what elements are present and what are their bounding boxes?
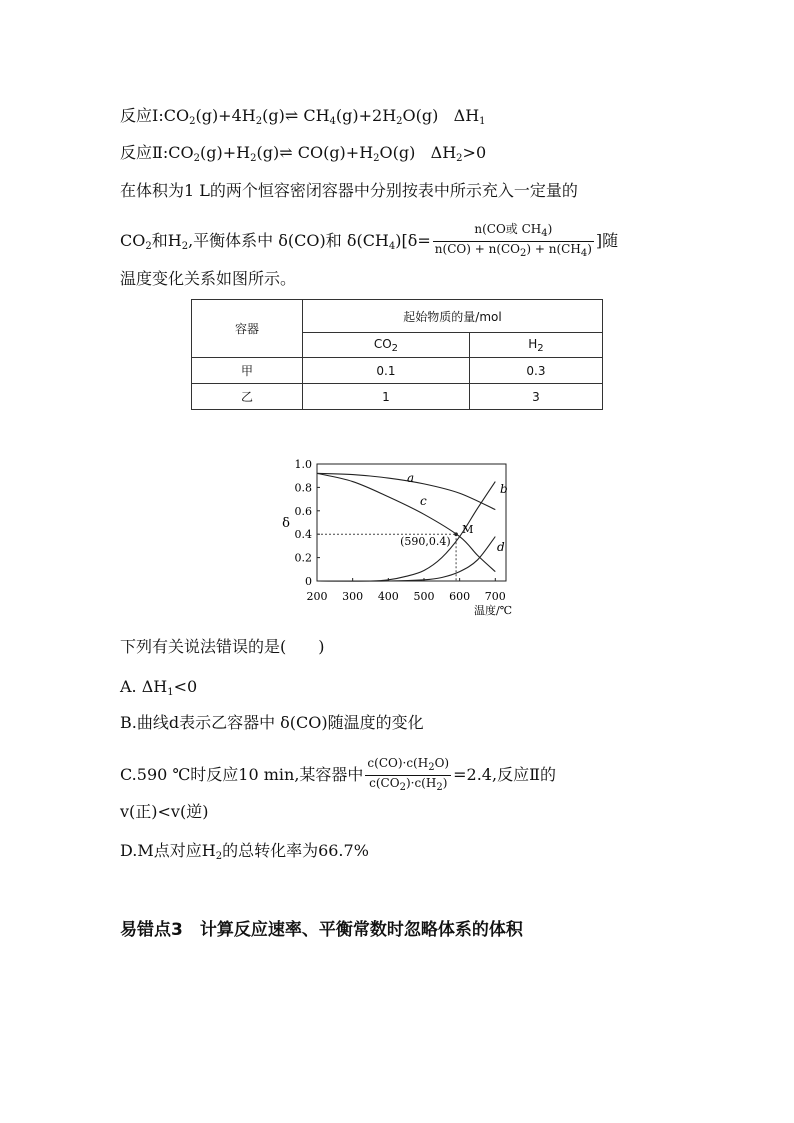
series-line-c	[317, 473, 495, 571]
y-tick-label: 0.6	[294, 504, 312, 518]
header-group: 起始物质的量/mol	[303, 300, 603, 333]
x-tick-label: 700	[484, 590, 506, 603]
option-b: B.曲线d表示乙容器中 δ(CO)随温度的变化	[120, 713, 424, 732]
m-label: M	[462, 523, 474, 537]
initial-amount-table	[191, 299, 603, 410]
x-axis-label: 温度/℃	[473, 604, 513, 617]
header-container: 容器	[192, 300, 303, 358]
header-h2: $H_2$	[469, 333, 602, 358]
option-c: C.590 ℃时反应10 min,某容器中 $\frac{c(CO)\cdot c(H_2O)}{c(CO_2)\cdot c(H_2)}$ =2.4,反应Ⅱ的	[120, 756, 556, 793]
x-tick-label: 400	[377, 590, 399, 603]
option-a: A. $\Delta H_1<0$	[120, 677, 198, 698]
intro-line-1: 在体积为1 L的两个恒容密闭容器中分别按表中所示充入一定量的	[120, 181, 578, 200]
equilibrium-arrow-icon: ⇌	[284, 106, 299, 125]
x-tick-label: 200	[306, 590, 328, 603]
series-line-d	[317, 537, 495, 582]
y-tick-label: 0.2	[294, 551, 312, 565]
question-stem: 下列有关说法错误的是( )	[120, 637, 325, 656]
option-c-line-2: v(正)<v(逆)	[120, 802, 209, 821]
y-tick-label: 0	[305, 575, 312, 588]
intro-line-3: 温度变化关系如图所示。	[120, 269, 297, 288]
y-tick-label: 1.0	[294, 458, 312, 471]
plot-frame	[317, 464, 506, 581]
option-d: D.M点对应$H_2$的总转化率为66.7%	[120, 841, 369, 862]
x-tick-label: 600	[449, 590, 471, 603]
y-tick-label: 0.8	[294, 481, 312, 495]
x-tick-label: 300	[342, 590, 364, 603]
table-row: 甲 0.1 0.3	[192, 358, 603, 384]
section-heading: 易错点3 计算反应速率、平衡常数时忽略体系的体积	[120, 920, 523, 940]
series-line-a	[317, 473, 495, 509]
header-co2: $CO_2$	[303, 333, 470, 358]
intro-line-2: $CO_2$和$H_2$,平衡体系中 δ(CO)和 $\delta(CH_4)[\delta=$ $\frac{n(CO或 CH_4)}{n(CO) + n(CO_2) + n(CH_4)}$ ]随	[120, 222, 619, 259]
y-axis-label: δ	[282, 516, 290, 531]
y-tick-label: 0.4	[294, 528, 312, 542]
delta-fraction: $\frac{n(CO或 CH_4)}{n(CO) + n(CO_2) + n(CH_4)}$	[434, 222, 592, 259]
m-coord-label: (590,0.4)	[400, 535, 451, 549]
series-label-d: d	[497, 540, 505, 554]
series-label-b: b	[500, 482, 508, 496]
series-label-a: a	[407, 471, 415, 485]
x-tick-label: 500	[413, 590, 435, 603]
reaction-2: 反应$Ⅱ:CO_2(g)+H_2(g)\rightleftharpoons$ $CO(g)+H_2O(g)$ $\Delta H_2>0$	[120, 143, 487, 164]
m-point	[454, 532, 458, 536]
reaction-1: 反应$Ⅰ:CO_2(g)+4H_2(g)\rightleftharpoons$ $CH_4(g)+2H_2O(g)$ $\Delta H_1$	[120, 106, 486, 127]
series-line-b	[317, 482, 495, 582]
rate-fraction: $\frac{c(CO)\cdot c(H_2O)}{c(CO_2)\cdot c(H_2)}$	[367, 756, 450, 793]
table-row: 乙 1 3	[192, 384, 603, 410]
series-label-c: c	[420, 494, 427, 508]
equilibrium-arrow-icon: ⇌	[279, 143, 293, 162]
